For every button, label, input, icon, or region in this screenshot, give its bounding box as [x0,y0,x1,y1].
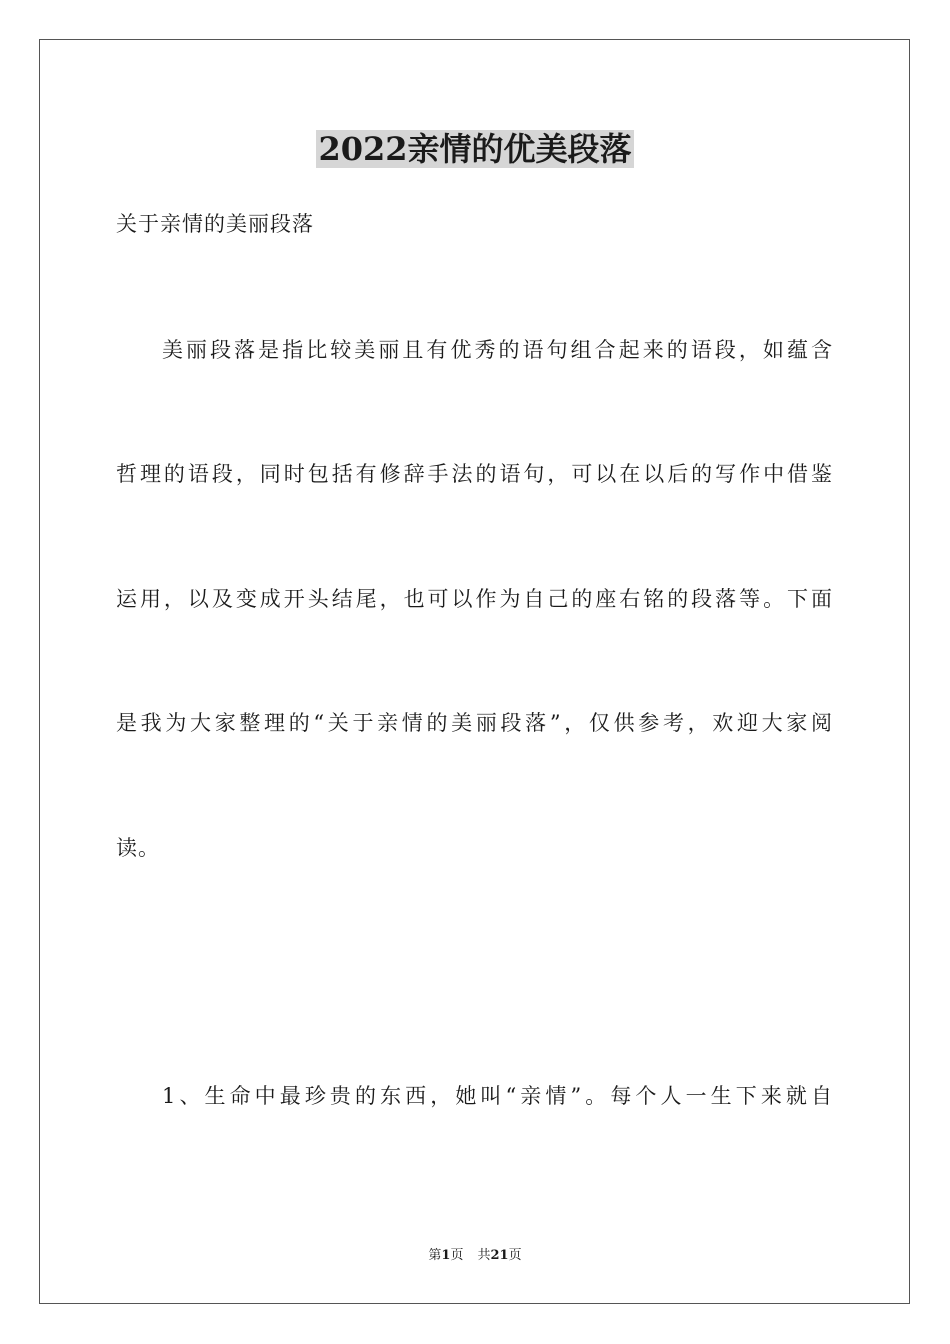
page-suffix: 页 [450,1248,464,1263]
document-title [0,126,950,172]
page-total: 21 [490,1248,509,1263]
paragraph-line: 读。 [116,836,160,860]
document-title-text: 2022亲情的优美段落 [318,130,632,168]
paragraph-line: 哲理的语段，同时包括有修辞手法的语句，可以在以后的写作中借鉴 [116,462,832,486]
document-subtitle: 关于亲情的美丽段落 [116,212,314,236]
paragraph-line: 运用，以及变成开头结尾，也可以作为自己的座右铭的段落等。下面 [116,587,832,611]
total-suffix: 页 [508,1248,522,1263]
page-footer [0,1247,950,1265]
paragraph-line: 1、生命中最珍贵的东西，她叫“亲情”。每个人一生下来就自 [162,1084,832,1108]
total-prefix: 共 [477,1248,491,1263]
paragraph-line: 是我为大家整理的“关于亲情的美丽段落”，仅供参考，欢迎大家阅 [116,711,832,735]
paragraph-line: 美丽段落是指比较美丽且有优秀的语句组合起来的语段，如蕴含 [162,338,832,362]
page-current: 1 [441,1248,451,1263]
page-prefix: 第 [428,1248,442,1263]
